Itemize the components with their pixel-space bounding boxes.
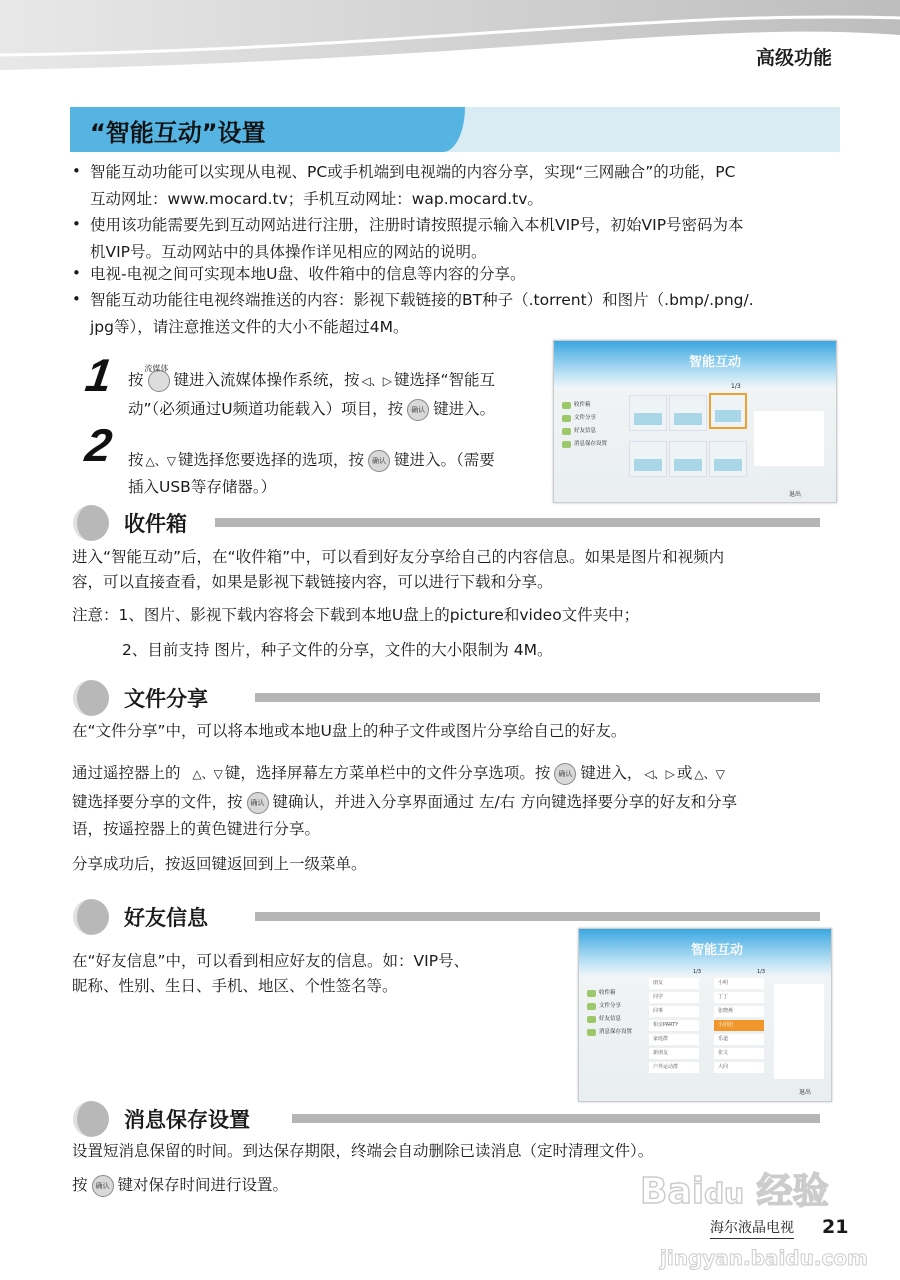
section-heading: 好友信息 [124, 906, 208, 930]
paragraph-text: 容，可以直接查看，如果是影视下载链接内容，可以进行下载和分享。 [72, 573, 553, 591]
paragraph-text: 键确认，并进入分享界面通过 左/右 方向键选择要分享的好友和分享 [272, 793, 738, 811]
group-item: 户外运动群 [649, 1062, 699, 1073]
menu-item: 收件箱 [560, 399, 618, 412]
menu-item: 好友信息 [585, 1013, 643, 1026]
ok-key-icon: 确认 [368, 450, 390, 472]
paragraph-text: 键进入， [580, 764, 643, 782]
step-line [128, 398, 495, 421]
step-text: 插入USB等存储器。） [128, 478, 277, 496]
step-number: 1 [82, 349, 116, 401]
bullet-text: jpg等），请注意推送文件的大小不能超过4M。 [90, 318, 409, 336]
menu-item: 文件分享 [560, 412, 618, 425]
paragraph-text: 键，选择屏幕左方菜单栏中的文件分享选项。按 [224, 764, 551, 782]
group-item: 同事 [649, 1006, 699, 1017]
baidu-watermark-logo: Baidu 经验 [640, 1171, 829, 1212]
paragraph-text: 语，按遥控器上的黄色键进行分享。 [72, 820, 321, 838]
left-right-arrow-icons: ◁、▷ [361, 374, 392, 388]
menu-item: 消息保存设置 [585, 1026, 643, 1039]
menu-item: 收件箱 [585, 987, 643, 1000]
menu-item: 好友信息 [560, 425, 618, 438]
group-item: 家庭群 [649, 1034, 699, 1045]
menu-item: 消息保存设置 [560, 438, 618, 451]
friend-item-selected: 小团团 [714, 1020, 764, 1031]
page-title: “智能互动”设置 [90, 119, 266, 147]
section-divider [255, 693, 820, 702]
ok-key-icon: 确认 [92, 1175, 114, 1197]
section-heading: 收件箱 [124, 512, 187, 536]
tv-screenshot-inbox [553, 340, 837, 503]
menu-item: 文件分享 [585, 1000, 643, 1013]
step-text: 键进入流媒体操作系统，按 [173, 371, 360, 389]
bullet-icon: • [72, 162, 81, 180]
back-label: 退出 [799, 1089, 812, 1096]
step-text: 按 [128, 451, 144, 469]
page-indicator: 1/3 [693, 969, 702, 975]
page-indicator: 1/3 [757, 969, 766, 975]
up-down-arrow-icons: △、▽ [145, 454, 176, 468]
step-text: 动”（必须通过U频道功能载入）项目，按 [128, 400, 404, 418]
step-text: 键进入。（需要 [394, 451, 495, 469]
section-divider [292, 1114, 820, 1123]
paragraph-text: 在“好友信息”中，可以看到相应好友的信息。如：VIP号、 [72, 952, 470, 970]
chapter-title: 高级功能 [755, 47, 832, 69]
group-item: 朋友 [649, 978, 699, 989]
paragraph-text: 昵称、性别、生日、手机、地区、个性签名等。 [72, 977, 398, 995]
step-line [128, 449, 495, 472]
step-text: 键选择“智能互 [394, 371, 496, 389]
key-label: 流媒体 [144, 363, 169, 373]
section-divider [215, 518, 820, 527]
bullet-text: 智能互动功能可以实现从电视、PC或手机端到电视端的内容分享，实现“三网融合”的功能，PC [90, 163, 736, 181]
screen-title: 智能互动 [691, 943, 744, 958]
step-text: 键进入。 [433, 400, 496, 418]
section-bullet-icon [73, 1101, 109, 1137]
section-bullet-icon [73, 505, 109, 541]
page-number: 21 [822, 1216, 849, 1238]
friend-item: 小明 [714, 978, 764, 989]
friend-item: 张文 [714, 1048, 764, 1059]
paragraph-text: 键对保存时间进行设置。 [117, 1176, 289, 1194]
media-key-icon [144, 363, 170, 392]
paragraph-text: 进入“智能互动”后，在“收件箱”中，可以看到好友分享给自己的内容信息。如果是图片和视频内 [72, 548, 725, 566]
bullet-text: 电视-电视之间可实现本地U盘、收件箱中的信息等内容的分享。 [90, 265, 526, 283]
tv-screenshot-friends [578, 928, 832, 1102]
bullet-text: 互动网址：www.mocard.tv；手机互动网址：wap.mocard.tv。 [90, 190, 543, 208]
bullet-icon: • [72, 264, 81, 282]
page-indicator: 1/3 [731, 383, 741, 390]
section-bullet-icon [73, 899, 109, 935]
friend-item: 乐道 [714, 1034, 764, 1045]
note-text: 注意：1、图片、影视下载内容将会下载到本地U盘上的picture和video文件夹中； [72, 606, 640, 624]
friend-item: 张晓燕 [714, 1006, 764, 1017]
paragraph-text: 在“文件分享”中，可以将本地或本地U盘上的种子文件或图片分享给自己的好友。 [72, 722, 627, 740]
section-heading: 文件分享 [124, 687, 208, 711]
paragraph-text: 分享成功后，按返回键返回到上一级菜单。 [72, 855, 367, 873]
note-text: 2、目前支持 图片，种子文件的分享，文件的大小限制为 4M。 [122, 641, 553, 659]
friend-item: 大同 [714, 1062, 764, 1073]
ok-key-icon: 确认 [407, 399, 429, 421]
group-item: 同学 [649, 992, 699, 1003]
screen-menu [585, 987, 643, 1039]
bullet-icon: • [72, 290, 81, 308]
step-line [128, 363, 496, 392]
paragraph-text: 按 [72, 1176, 88, 1194]
screen-menu [560, 399, 618, 451]
section-heading: 消息保存设置 [124, 1108, 250, 1132]
paragraph-text: 通过遥控器上的 [72, 764, 181, 782]
screen-title: 智能互动 [689, 355, 742, 370]
bullet-text: 机VIP号。互动网站中的具体操作详见相应的网站的说明。 [90, 243, 487, 261]
friend-item: 丁丁 [714, 992, 764, 1003]
paragraph-line [72, 791, 737, 814]
step-number: 2 [82, 419, 116, 471]
step-text: 键选择您要选择的选项，按 [177, 451, 364, 469]
bullet-icon: • [72, 215, 81, 233]
group-item: 新朋友 [649, 1048, 699, 1059]
paragraph-line [72, 762, 727, 785]
back-label: 退出 [789, 491, 802, 498]
paragraph-text: 键选择要分享的文件，按 [72, 793, 243, 811]
footer-brand: 海尔液晶电视 [710, 1219, 794, 1239]
paragraph-line [72, 1174, 288, 1197]
bullet-text: 智能互动功能往电视终端推送的内容：影视下载链接的BT种子（.torrent）和图片（.bmp/.png/. [90, 291, 754, 309]
left-right-arrow-icons: ◁、▷ [644, 767, 675, 781]
step-text: 按 [128, 371, 144, 389]
section-title-bar [70, 107, 840, 152]
bullet-text: 使用该功能需要先到互动网站进行注册，注册时请按照提示输入本机VIP号，初始VIP号密码为本 [90, 216, 744, 234]
ok-key-icon: 确认 [554, 763, 576, 785]
up-down-arrow-icons: △、▽ [192, 767, 223, 781]
paragraph-text: 设置短消息保留的时间。到达保存期限，终端会自动删除已读消息（定时清理文件）。 [72, 1142, 654, 1160]
paragraph-text: 或 [676, 764, 693, 782]
ok-key-icon: 确认 [247, 792, 269, 814]
up-down-arrow-icons: △、▽ [694, 767, 725, 781]
section-divider [255, 912, 820, 921]
group-item: 相亲PARTY [649, 1020, 699, 1031]
section-bullet-icon [73, 680, 109, 716]
watermark-url: jingyan.baidu.com [660, 1246, 868, 1270]
